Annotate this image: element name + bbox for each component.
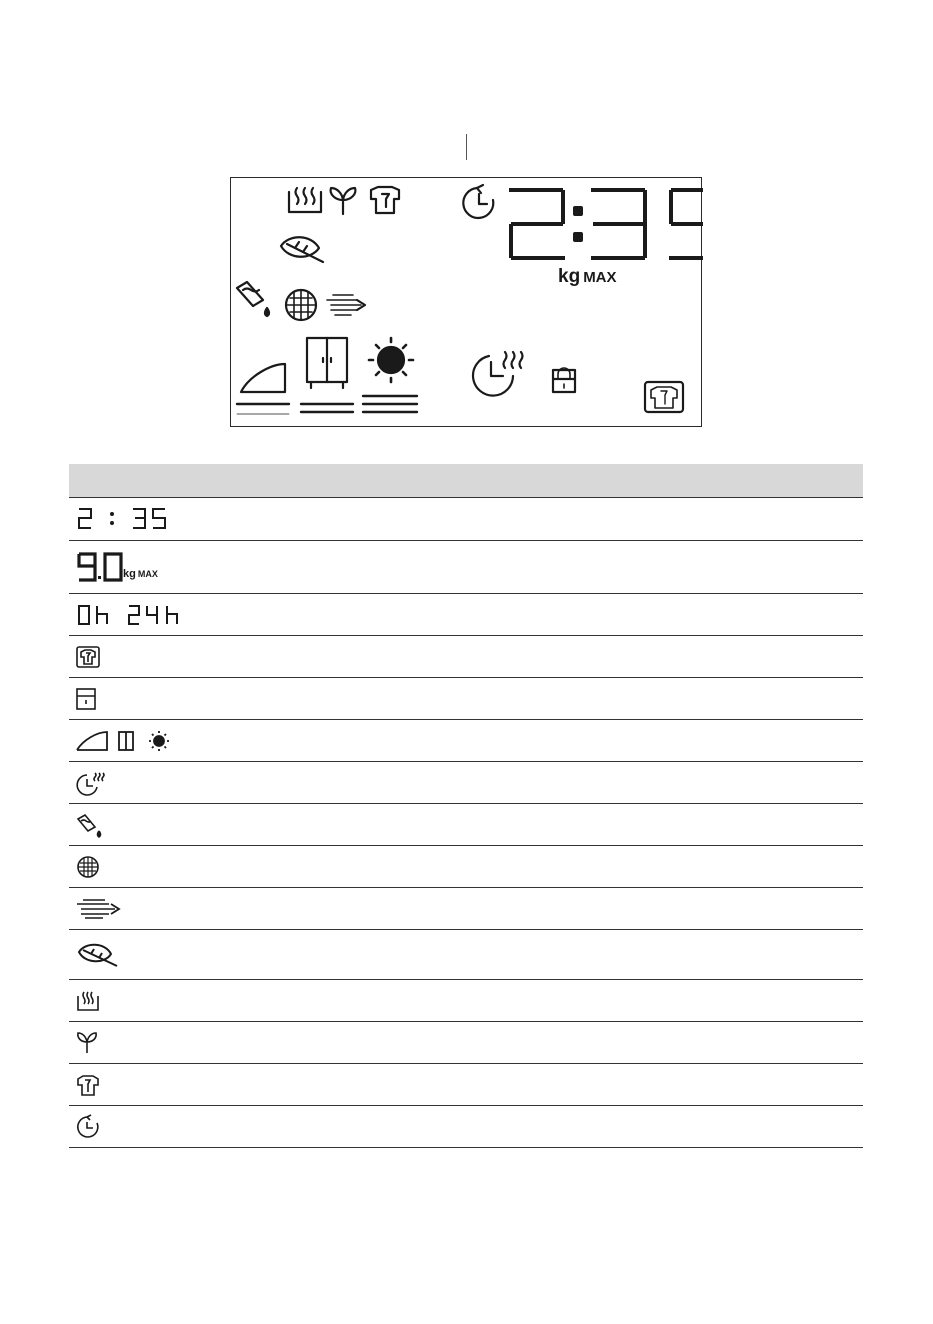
table-row: [69, 980, 863, 1022]
time-display-digits: [511, 190, 703, 258]
table-row: [69, 678, 863, 720]
quick-air-icon: [75, 896, 125, 922]
weight-icon: [75, 550, 127, 584]
delay-clock-icon: [75, 1114, 101, 1140]
wool-care-icon: [237, 282, 269, 316]
refresh-icon: [75, 1030, 99, 1056]
dryness-levels-icon: [75, 728, 185, 754]
delay-range-icon: [75, 602, 195, 628]
table-header: [69, 464, 863, 498]
table-row: [69, 804, 863, 846]
child-lock-icon: [75, 687, 97, 711]
cupboard-dry-icon: [301, 338, 353, 412]
digit-time-icon: [75, 504, 175, 534]
extra-dry-icon: [363, 338, 417, 412]
wool-care-icon: [75, 811, 105, 839]
time-steam-icon: [75, 769, 107, 797]
symbol-table: [69, 464, 863, 1148]
time-steam-icon: [473, 352, 522, 396]
display-panel: [230, 177, 702, 427]
door-icon: [645, 382, 683, 412]
table-row: [69, 1064, 863, 1106]
shirt-icon: [75, 1073, 101, 1097]
steam-icon: [289, 188, 321, 212]
table-row: [69, 762, 863, 804]
shirt-icon: [371, 187, 399, 213]
table-row: [69, 498, 863, 541]
table-row: [69, 888, 863, 930]
table-row: [69, 594, 863, 636]
table-row: [69, 541, 863, 594]
table-row: [69, 720, 863, 762]
table-row: [69, 1106, 863, 1148]
table-row: [69, 930, 863, 980]
steam-icon: [75, 988, 101, 1014]
refresh-icon: [331, 188, 356, 214]
eco-leaf-icon: [75, 940, 119, 970]
anti-allergy-icon: [75, 854, 101, 880]
child-lock-icon: [553, 368, 575, 392]
table-row: [69, 636, 863, 678]
row-weight-label: kg MAX: [123, 568, 158, 580]
table-row: [69, 846, 863, 888]
eco-leaf-icon: [281, 237, 323, 262]
door-icon: [75, 645, 101, 669]
iron-dry-icon: [237, 364, 289, 414]
anti-allergy-icon: [286, 290, 316, 320]
panel-connector-line: [466, 134, 467, 160]
weight-max-label: kg MAX: [558, 266, 617, 287]
quick-air-icon: [327, 295, 365, 315]
delay-clock-icon: [463, 185, 493, 218]
table-row: [69, 1022, 863, 1064]
